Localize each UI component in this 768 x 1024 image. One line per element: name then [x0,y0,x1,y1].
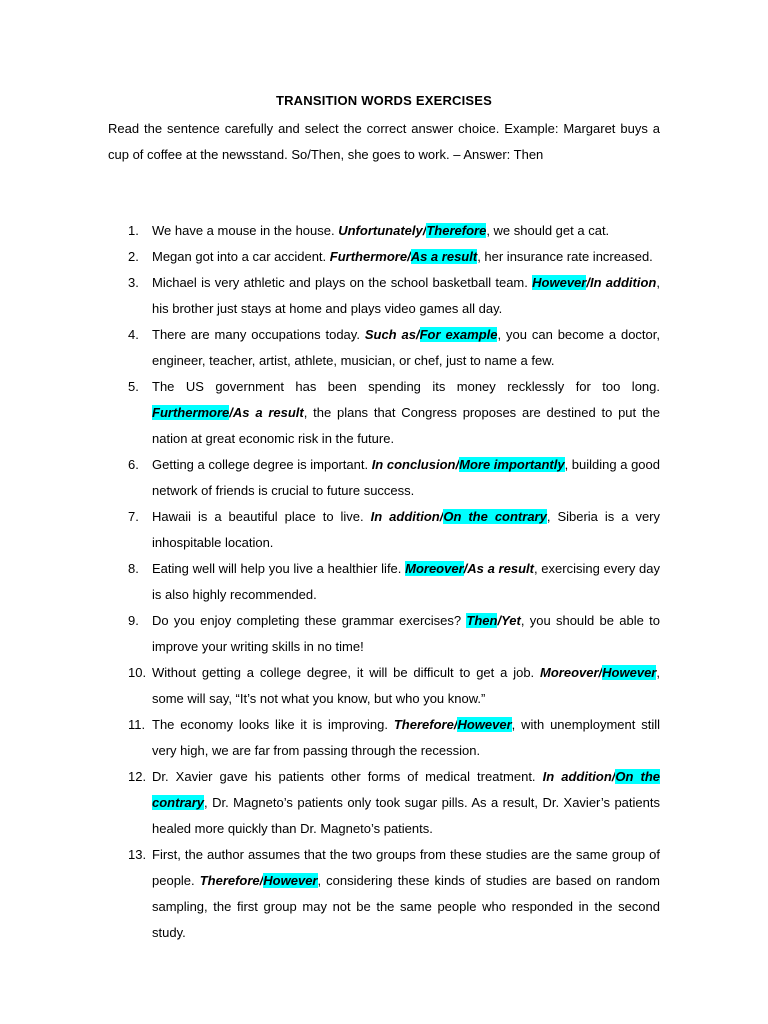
sentence-start: Megan got into a car accident. [152,249,330,264]
exercise-item [0,218,768,244]
exercise-sentence [152,712,660,764]
answer-choice-a: Such as [364,327,416,342]
exercise-item [0,244,768,270]
exercise-sentence [152,660,660,712]
choice-separator: / [455,457,460,472]
exercise-number: 3. [128,275,139,290]
answer-choice-a: In addition [370,509,440,524]
choice-separator: / [439,509,444,524]
choice-separator: / [598,665,603,680]
sentence-end: , exercising every day is also highly recommended. [152,561,660,602]
exercise-sentence [152,452,660,504]
answer-choice-a: In conclusion [371,457,456,472]
exercise-item [0,270,768,322]
exercise-item [0,842,768,946]
answer-choice-b: On the contrary [443,509,547,524]
exercise-number: 2. [128,249,139,264]
sentence-start: Hawaii is a beautiful place to live. [152,509,371,524]
sentence-end: , her insurance rate increased. [477,249,653,264]
exercise-number: 4. [128,327,139,342]
choice-separator: / [415,327,420,342]
choice-separator: / [407,249,411,264]
choice-separator: / [453,717,458,732]
sentence-start: First, the author assumes that the two groups from these studies are the same group of people. [152,847,660,888]
exercise-number: 10. [128,665,147,680]
sentence-end: , the plans that Congress proposes are destined to put the nation at great economic risk in the future. [152,405,660,446]
sentence-end: , you should be able to improve your writing skills in no time! [152,613,660,654]
exercise-sentence [152,842,660,946]
answer-choice-b: However [457,717,512,732]
sentence-start: Getting a college degree is important. [152,457,372,472]
sentence-start: Without getting a college degree, it will be difficult to get a job. [152,665,541,680]
answer-choice-b: Yet [501,613,521,628]
answer-choice-a: Moreover [405,561,464,576]
exercise-number: 12. [128,769,147,784]
instructions-paragraph: Read the sentence carefully and select the correct answer choice. Example: Margaret buys a cup of coffee at the newsstand. So/Then, she goes to work. – Answer: Then [108,121,660,163]
choice-separator: / [497,613,502,628]
choice-separator: / [229,405,233,420]
answer-choice-a: Therefore [393,717,454,732]
answer-choice-a: Furthermore [329,249,408,264]
choice-separator: / [586,275,590,290]
document-title: TRANSITION WORDS EXERCISES [275,93,493,108]
exercise-sentence [152,322,660,374]
answer-choice-b: For example [419,327,498,342]
sentence-start: We have a mouse in the house. [152,223,339,238]
sentence-end: , Siberia is a very inhospitable location. [152,509,661,550]
exercise-item [0,322,768,374]
answer-choice-b: On the contrary [152,769,660,810]
exercise-sentence [152,244,660,270]
exercise-number: 5. [128,379,139,394]
choice-separator: / [463,561,468,576]
answer-choice-a: In addition [542,769,612,784]
answer-choice-a: Moreover [540,665,599,680]
sentence-end: , you can become a doctor, engineer, teacher, artist, athlete, musician, or chef, just to name a few. [152,327,660,368]
exercise-item [0,764,768,842]
answer-choice-b: Therefore [426,223,487,238]
answer-choice-b: In addition [589,275,657,290]
exercise-sentence [152,764,660,842]
answer-choice-b: As a result [467,561,534,576]
sentence-end: , Dr. Magneto’s patients only took sugar pills. As a result, Dr. Xavier’s patients healed more quickly than Dr. Magneto’s patients. [152,795,660,836]
answer-choice-a: However [532,275,587,290]
exercise-item [0,556,768,608]
exercise-sentence [152,556,660,608]
exercise-item [0,608,768,660]
exercise-item [0,712,768,764]
answer-choice-b: However [602,665,657,680]
sentence-end: , with unemployment still very high, we are far from passing through the recession. [152,717,660,758]
exercise-number: 6. [128,457,139,472]
answer-choice-b: More importantly [459,457,565,472]
answer-choice-a: Then [466,613,498,628]
exercise-sentence [152,608,660,660]
exercise-number: 1. [128,223,139,238]
exercise-number: 13. [128,847,147,862]
answer-choice-a: Therefore [199,873,260,888]
sentence-start: There are many occupations today. [152,327,365,342]
sentence-start: The economy looks like it is improving. [152,717,394,732]
exercise-item [0,504,768,556]
answer-choice-b: As a result [410,249,478,264]
exercise-item [0,452,768,504]
sentence-start: Do you enjoy completing these grammar exercises? [152,613,467,628]
exercise-number: 9. [128,613,139,628]
exercise-sentence [152,270,660,322]
exercise-item [0,660,768,712]
exercise-sentence [152,504,660,556]
answer-choice-b: However [263,873,318,888]
answer-choice-a: Unfortunately [338,223,423,238]
exercise-sentence [152,374,660,452]
sentence-end: , his brother just stays at home and plays video games all day. [152,275,660,316]
exercise-item [0,374,768,452]
sentence-start: Dr. Xavier gave his patients other forms of medical treatment. [152,769,543,784]
sentence-end: , some will say, “It’s not what you know, but who you know.” [152,665,660,706]
exercise-number: 8. [128,561,139,576]
choice-separator: / [611,769,616,784]
sentence-end: , considering these kinds of studies are based on random sampling, the first group may not be the same people who responded in the second study. [152,873,660,940]
exercise-number: 7. [128,509,139,524]
answer-choice-a: Furthermore [152,405,230,420]
sentence-start: Michael is very athletic and plays on the school basketball team. [152,275,533,290]
choice-separator: / [422,223,427,238]
sentence-end: , we should get a cat. [486,223,610,238]
exercise-number: 11. [128,717,146,732]
sentence-end: , building a good network of friends is crucial to future success. [152,457,660,498]
answer-choice-b: As a result [232,405,304,420]
sentence-start: The US government has been spending its money recklessly for too long. [152,379,660,394]
choice-separator: / [259,873,264,888]
sentence-start: Eating well will help you live a healthier life. [152,561,406,576]
exercise-list [0,218,768,946]
exercise-sentence [152,218,660,244]
